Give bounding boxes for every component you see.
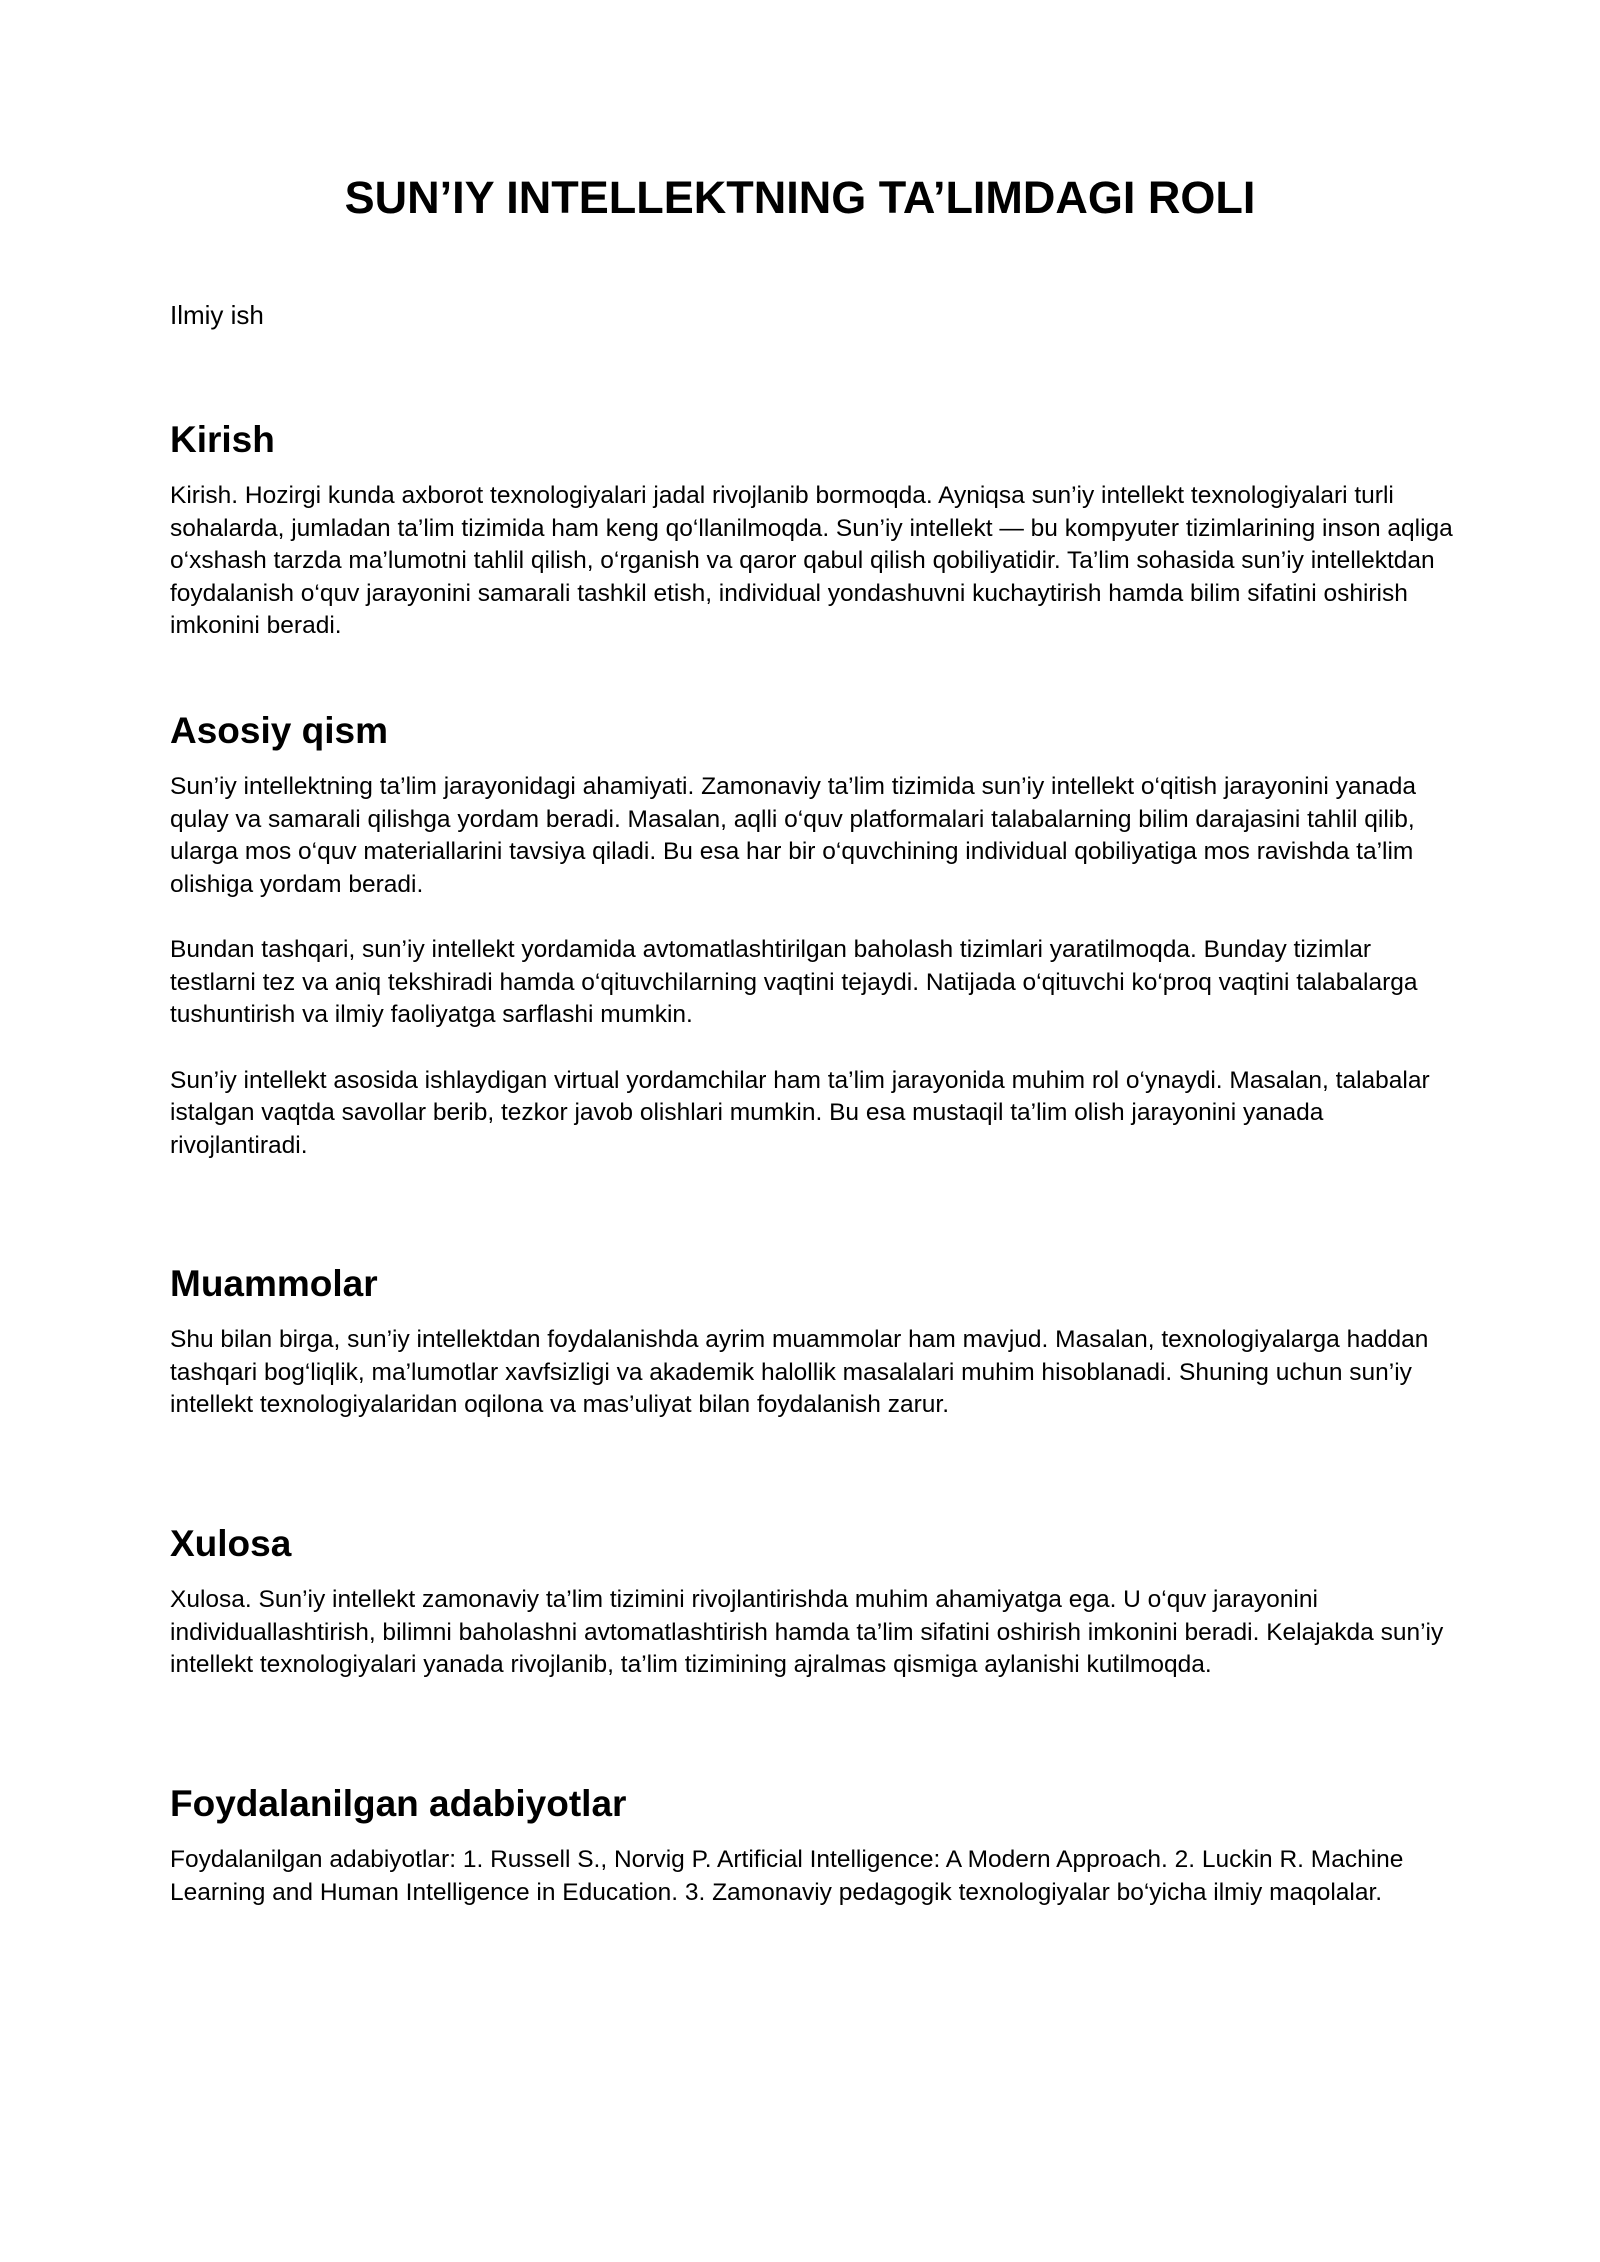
section-heading: Xulosa [170,1523,292,1564]
section-heading: Muammolar [170,1263,378,1304]
document-subtitle: Ilmiy ish [170,300,264,330]
section-heading: Foydalanilgan adabiyotlar [170,1783,627,1824]
section-heading: Kirish [170,419,275,460]
section-paragraph: Bundan tashqari, sun’iy intellekt yordamida avtomatlashtirilgan baholash tizimlari yaratilmoqda. Bunday tizimlar testlarni tez va aniq tekshiradi hamda o‘qituvchilarning vaqtini tejaydi. Natijada o‘qituvchi ko‘proq vaqtini talabalarga tushuntirish va ilmiy faoliyatga sarflashi mumkin. [170,936,1418,1028]
section-paragraph: Sun’iy intellektning ta’lim jarayonidagi ahamiyati. Zamonaviy ta’lim tizimida sun’iy intellekt o‘qitish jarayonini yanada qulay va samarali qilishga yordam beradi. Masalan, aqlli o‘quv platformalari talabalarning bilim darajasini tahlil qilib, ularga mos o‘quv materiallarini tavsiya qiladi. Bu esa har bir o‘quvchining individual qobiliyatiga mos ravishda ta’lim olishiga yordam beradi. [170,773,1417,898]
section-heading: Asosiy qism [170,710,388,751]
section-paragraph: Xulosa. Sun’iy intellekt zamonaviy ta’lim tizimini rivojlantirishda muhim ahamiyatga ega. U o‘quv jarayonini individuallashtirish, bilimni baholashni avtomatlashtirish hamda ta’lim sifatini oshirish imkonini beradi. Kelajakda sun’iy intellekt texnologiyalari yanada rivojlanib, ta’lim tizimining ajralmas qismiga aylanishi kutilmoqda. [170,1586,1444,1678]
section-paragraph: Foydalanilgan adabiyotlar: 1. Russell S., Norvig P. Artificial Intelligence: A Modern Approach. 2. Luckin R. Machine Learning and Human Intelligence in Education. 3. Zamonaviy pedagogik texnologiyalar bo‘yicha ilmiy maqolalar. [170,1846,1404,1906]
section-xulosa [170,1522,1460,1682]
section-muammolar [170,1262,1460,1422]
section-paragraph: Kirish. Hozirgi kunda axborot texnologiyalari jadal rivojlanib bormoqda. Ayniqsa sun’iy intellekt texnologiyalari turli sohalarda, jumladan ta’lim tizimida ham keng qo‘llanilmoqda. Sun’iy intellekt — bu kompyuter tizimlarining inson aqliga o‘xshash tarzda ma’lumotni tahlil qilish, o‘rganish va qaror qabul qilish qobiliyatidir. Ta’lim sohasida sun’iy intellektdan foydalanish o‘quv jarayonini samarali tashkil etish, individual yondashuvni kuchaytirish hamda bilim sifatini oshirish imkonini beradi. [170,482,1453,639]
document-title: SUN’IY INTELLEKTNING TA’LIMDAGI ROLI [344,172,1256,223]
section-paragraph: Shu bilan birga, sun’iy intellektdan foydalanishda ayrim muammolar ham mavjud. Masalan, texnologiyalarga haddan tashqari bog‘liqlik, ma’lumotlar xavfsizligi va akademik halollik masalalari muhim hisoblanadi. Shuning uchun sun’iy intellekt texnologiyalaridan oqilona va mas’uliyat bilan foydalanish zarur. [170,1326,1429,1418]
section-paragraph: Sun’iy intellekt asosida ishlaydigan virtual yordamchilar ham ta’lim jarayonida muhim rol o‘ynaydi. Masalan, talabalar istalgan vaqtda savollar berib, tezkor javob olishlari mumkin. Bu esa mustaqil ta’lim olish jarayonini yanada rivojlantiradi. [170,1066,1430,1159]
section-kirish [170,418,1460,643]
section-foydalanilgan-adabiyotlar [170,1782,1460,1909]
section-asosiy-qism [170,709,1460,1162]
